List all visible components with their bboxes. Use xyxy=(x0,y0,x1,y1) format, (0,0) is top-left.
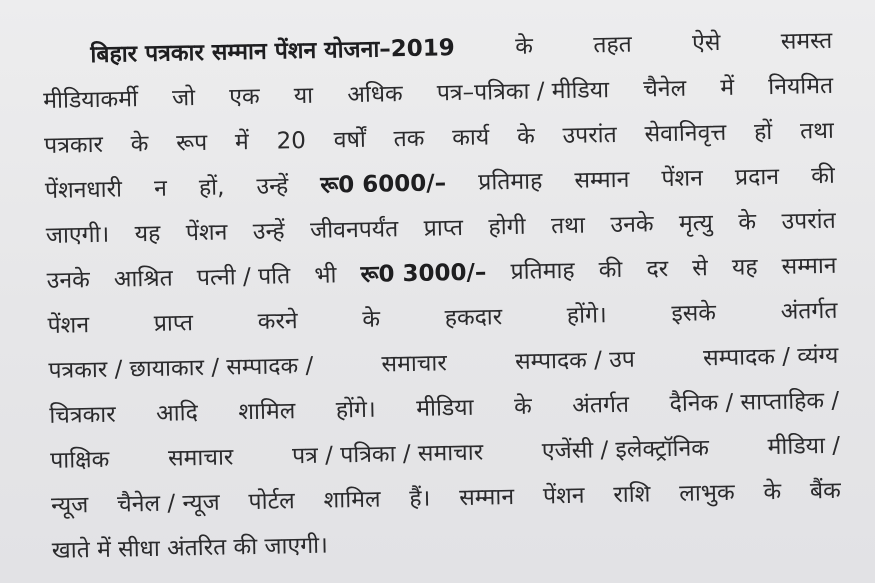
paragraph-word: हों, xyxy=(198,174,225,202)
paragraph-word: तक xyxy=(393,125,425,153)
paragraph-word: शामिल xyxy=(238,398,296,426)
paragraph-word: भी xyxy=(314,262,337,289)
paragraph-word: समस्त xyxy=(780,27,833,55)
paragraph-word: पत्रकार / छायाकार / सम्पादक / xyxy=(48,352,314,384)
paragraph-word: दैनिक / साप्ताहिक / xyxy=(669,387,840,418)
paragraph-word: आदि xyxy=(155,400,199,427)
paragraph-word: शामिल xyxy=(323,486,381,514)
paragraph-word: खाते में सीधा अंतरित की जाएगी। xyxy=(51,532,329,564)
paragraph-word: में xyxy=(720,74,735,101)
paragraph-word: न्यूज xyxy=(50,492,89,519)
paragraph-word: के xyxy=(738,209,757,236)
paragraph-word: उनके xyxy=(46,267,91,294)
paragraph-word: जो xyxy=(171,85,196,112)
paragraph-word: के xyxy=(516,123,535,150)
paragraph-word: उनके xyxy=(610,211,654,239)
paragraph-word: ऐसे xyxy=(691,29,721,57)
paragraph-word: के xyxy=(130,130,149,158)
paragraph-word: चैनेल / न्यूज xyxy=(116,489,220,518)
paragraph-word: उन्हें xyxy=(252,218,285,245)
paragraph-word: मीडिया / xyxy=(767,432,841,461)
paragraph-word: हैं। xyxy=(409,485,431,513)
paragraph-word: सम्पादक / व्यंग्य xyxy=(702,342,839,372)
paragraph-word: मृत्यु xyxy=(678,210,714,237)
paragraph-word: नियमित xyxy=(767,72,834,101)
paragraph-word: वर्षों xyxy=(333,126,367,154)
paragraph-word: दर xyxy=(646,256,669,283)
paragraph-word: करने xyxy=(257,308,298,335)
paragraph-word: पेंशन xyxy=(661,165,704,193)
paragraph-word: पेंशन xyxy=(47,312,90,339)
paragraph-word: जीवनपर्यंत xyxy=(309,216,399,244)
paragraph-word: अधिक xyxy=(347,81,403,109)
paragraph-word: चैनेल xyxy=(642,75,687,103)
paragraph-word: राशि xyxy=(613,481,651,509)
paragraph-word: मीडिया xyxy=(416,394,474,422)
paragraph-word: सम्मान xyxy=(458,484,515,512)
paragraph-word: होगी xyxy=(488,213,526,241)
paragraph-word: प्रदान xyxy=(734,163,780,191)
paragraph-word: रू0 3000/– xyxy=(360,259,487,288)
paragraph-word: के xyxy=(513,393,532,421)
paragraph-word: प्रतिमाह xyxy=(477,168,543,196)
paragraph-word: सेवानिवृत्त xyxy=(644,119,727,148)
paragraph-word: लाभुक xyxy=(678,479,735,507)
paragraph-word: पोर्टल xyxy=(248,488,296,516)
paragraph-word: पेंशन xyxy=(185,219,228,247)
pension-scheme-paragraph xyxy=(42,19,842,574)
paragraph-word: तथा xyxy=(550,212,586,240)
paragraph-word: प्राप्त xyxy=(153,310,194,337)
paragraph-word: के xyxy=(514,33,534,60)
paragraph-word: पत्र / पत्रिका / समाचार xyxy=(291,439,484,470)
paragraph-word: समाचार xyxy=(381,350,447,378)
paragraph-word: या xyxy=(293,82,314,110)
paragraph-word: कार्य xyxy=(452,124,490,152)
paragraph-word: के xyxy=(763,478,782,506)
paragraph-word: प्रतिमाह xyxy=(510,257,575,286)
paragraph-word: रू0 6000/– xyxy=(320,170,447,199)
paragraph-word: इसके xyxy=(671,300,717,327)
paragraph-word: पेंशनधारी xyxy=(44,176,123,204)
paragraph-word: 20 xyxy=(276,127,307,155)
paragraph-word: होंगे। xyxy=(335,396,376,424)
paragraph-word: समाचार xyxy=(167,444,234,472)
paragraph-word: यह xyxy=(731,254,758,281)
paragraph-word: हों xyxy=(753,119,773,146)
paragraph-word: रूप xyxy=(176,129,208,157)
paragraph-word: जाएगी। xyxy=(45,221,110,249)
paragraph-word: उपरांत xyxy=(781,207,836,235)
paragraph-word: बैंक xyxy=(809,477,842,505)
paragraph-word: से xyxy=(692,255,709,282)
paragraph-word: उपरांत xyxy=(562,121,617,150)
paragraph-word: उन्हें xyxy=(256,173,289,200)
paragraph-word: न xyxy=(153,175,168,202)
paragraph-word: सम्मान xyxy=(574,166,630,194)
paragraph-word: मीडियाकर्मी xyxy=(43,86,139,114)
paragraph-word: पेंशन xyxy=(542,482,585,510)
paragraph-word: बिहार पत्रकार सम्मान पेंशन योजना–2019 xyxy=(90,35,456,69)
paragraph-word: हकदार xyxy=(444,304,503,332)
paragraph-word: पाक्षिक xyxy=(49,446,110,474)
paragraph-word: पत्नी / पति xyxy=(196,263,291,292)
paragraph-word: सम्पादक / उप xyxy=(514,346,636,375)
paragraph-word: एजेंसी / इलेक्ट्रॉनिक xyxy=(541,435,710,465)
paragraph-word: में xyxy=(234,129,250,156)
paragraph-word: अंतर्गत xyxy=(572,391,630,419)
paragraph-word: तथा xyxy=(799,117,835,145)
paragraph-word: होंगे। xyxy=(566,302,607,329)
paragraph-word: पत्र–पत्रिका / मीडिया xyxy=(436,77,610,107)
paragraph-word: पत्रकार xyxy=(43,131,104,159)
paragraph-word: चित्रकार xyxy=(49,401,116,429)
paragraph-word: की xyxy=(598,256,623,284)
paragraph-word: की xyxy=(810,162,836,190)
paragraph-word: के xyxy=(362,306,381,333)
paragraph-word: सम्मान xyxy=(781,252,837,280)
paragraph-word: आश्रित xyxy=(113,265,174,293)
paragraph-word: यह xyxy=(134,220,161,248)
paragraph-word: एक xyxy=(229,83,260,111)
paragraph-word: अंतर्गत xyxy=(780,297,838,325)
paragraph-word: प्राप्त xyxy=(423,214,464,242)
paragraph-word: तहत xyxy=(593,31,633,59)
